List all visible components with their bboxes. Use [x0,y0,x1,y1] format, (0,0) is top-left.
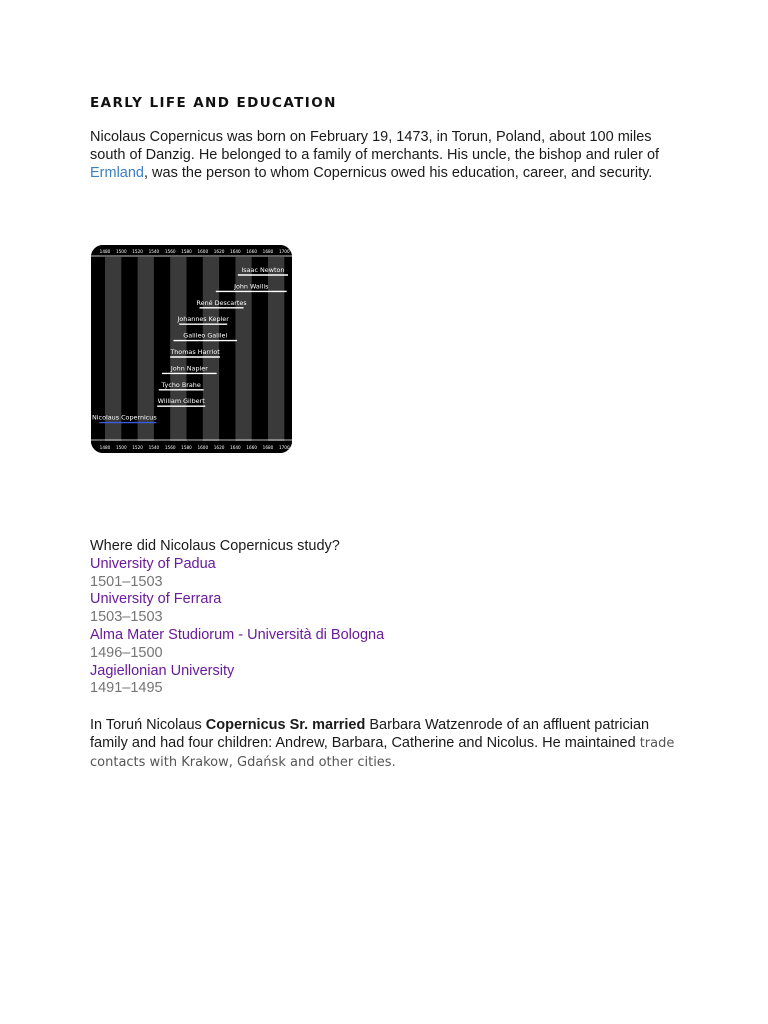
timeline-year-label: 1660 [246,249,258,254]
timeline-person-label: Isaac Newton [241,266,285,274]
timeline-year-label: 1700 [278,445,290,450]
timeline-person-label: René Descartes [196,298,247,307]
study-list [90,538,384,698]
timeline-band [268,257,284,441]
study-years: 1503–1503 [90,609,163,626]
timeline-graphic [91,245,292,453]
timeline-person-label: William Gilbert [157,397,205,406]
timeline-person-label: Thomas Harriot [170,348,220,356]
timeline-year-label: 1560 [164,249,176,254]
timeline-year-label: 1600 [197,249,209,254]
section-heading: EARLY LIFE AND EDUCATION [90,95,337,111]
intro-text-end: , was the person to whom Copernicus owed his education, career, and security. [144,165,653,181]
timeline-year-label: 1480 [99,249,111,254]
timeline-year-label: 1480 [99,445,111,450]
timeline-year-label: 1620 [213,249,225,254]
timeline-person-label: Nicolaus Copernicus [92,413,157,422]
ermland-link[interactable]: Ermland [90,165,144,181]
family-text-start: In Toruń Nicolaus [90,717,206,733]
timeline-year-label: 1540 [148,445,160,450]
timeline-year-label: 1500 [115,445,127,450]
timeline-year-label: 1560 [164,445,176,450]
study-items [90,556,384,698]
university-link[interactable]: Jagiellonian University [90,662,235,679]
timeline-year-label: 1700 [278,249,290,254]
timeline-year-label: 1680 [262,445,274,450]
university-link[interactable]: University of Padua [90,555,216,572]
timeline-year-label: 1600 [197,445,209,450]
study-question: Where did Nicolaus Copernicus study? [90,538,340,554]
study-years: 1496–1500 [90,644,163,661]
timeline-year-label: 1520 [132,249,143,254]
family-text-middle: Barbara Watzenrode of an affluent patrician family and had four children: Andrew, Barbara, Catherine and Nicolus. He maintained [90,717,650,751]
university-link[interactable]: Alma Mater Studiorum - Università di Bologna [90,626,385,643]
timeline-year-label: 1640 [230,445,241,450]
study-years: 1501–1503 [90,573,163,590]
timeline-person-label: Johannes Kepler [177,315,229,324]
intro-paragraph [90,128,690,182]
timeline-year-label: 1580 [181,445,192,450]
intro-text-start: Nicolaus Copernicus was born on February 19, 1473, in Torun, Poland, about 100 miles south of Danzig. He belonged to a family of merchants. His uncle, the bishop and ruler of [90,129,660,163]
timeline-year-label: 1680 [262,249,274,254]
family-bold-text: Copernicus Sr. married [205,717,366,733]
timeline-year-label: 1580 [181,249,192,254]
timeline-person-label: Tycho Brahe [161,380,201,389]
university-link[interactable]: University of Ferrara [90,591,222,608]
timeline-year-label: 1640 [230,249,241,254]
timeline-person-label: Galileo Galilei [183,331,228,340]
timeline-year-label: 1520 [132,445,143,450]
timeline-year-label: 1620 [213,445,225,450]
family-text-end: trade contacts with Krakow, Gdańsk and other cities. [90,736,675,770]
timeline-person-label: John Napier [170,364,208,373]
timeline-year-label: 1500 [115,249,127,254]
scientists-timeline-image [91,245,292,453]
family-paragraph [90,716,690,772]
timeline-year-label: 1540 [148,249,160,254]
timeline-year-label: 1660 [246,445,258,450]
study-years: 1491–1495 [90,680,163,697]
timeline-person-label: John Wallis [234,282,269,291]
